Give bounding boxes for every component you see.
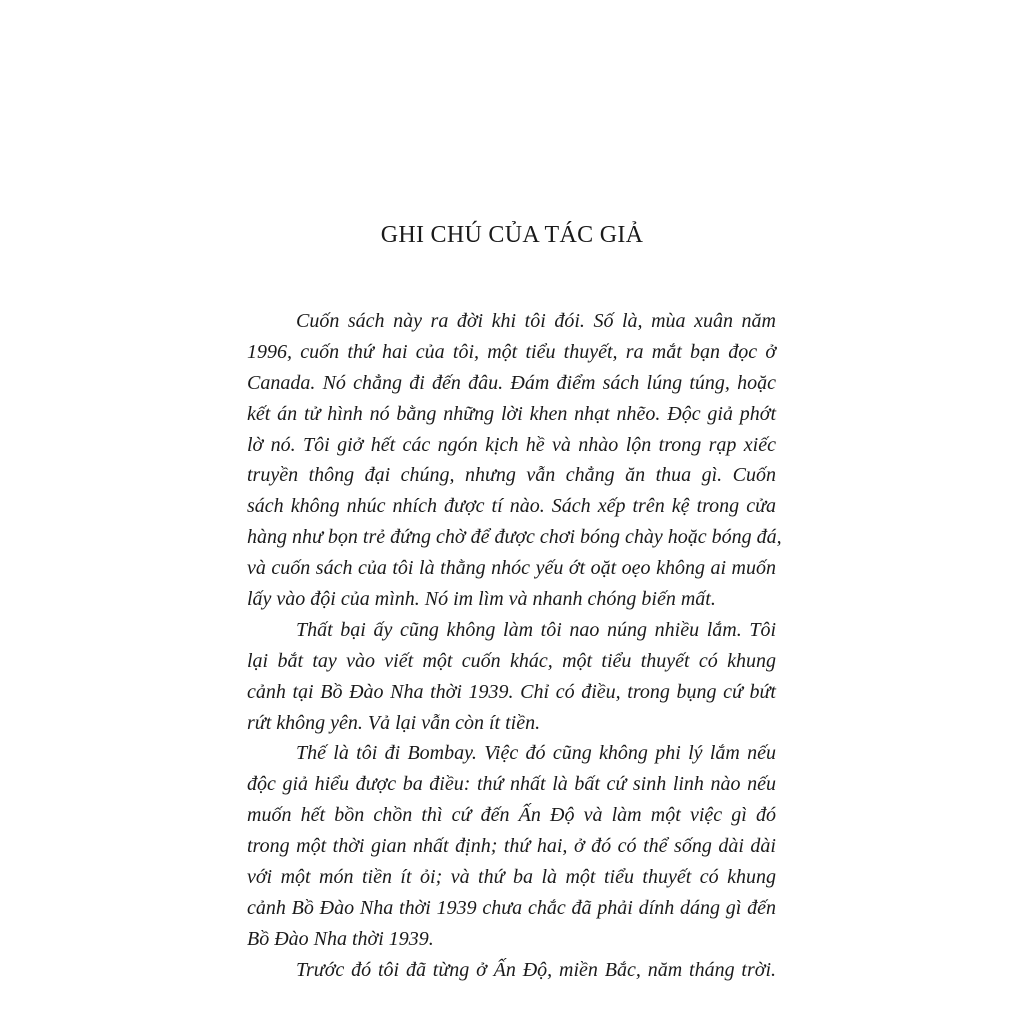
text-line: Cuốn sách này ra đời khi tôi đói. Số là, mùa xuân năm xyxy=(296,310,776,332)
text-line: 1996, cuốn thứ hai của tôi, một tiểu thuyết, ra mắt bạn đọc ở xyxy=(247,340,776,363)
text-line: cảnh Bồ Đào Nha thời 1939 chưa chắc đã phải dính dáng gì đến xyxy=(247,896,776,919)
text-line: cảnh tại Bồ Đào Nha thời 1939. Chỉ có điều, trong bụng cứ bứt xyxy=(247,680,776,703)
text-line: Trước đó tôi đã từng ở Ấn Độ, miền Bắc, năm tháng trời. xyxy=(296,958,776,981)
body-text xyxy=(247,306,782,986)
text-line: trong một thời gian nhất định; thứ hai, ở đó có thể sống dài dài xyxy=(247,835,776,858)
text-line: muốn hết bồn chồn thì cứ đến Ấn Độ và làm một việc gì đó xyxy=(247,804,776,827)
text-line: và cuốn sách của tôi là thằng nhóc yếu ớt oặt oẹo không ai muốn xyxy=(247,557,776,580)
text-line: hàng như bọn trẻ đứng chờ để được chơi bóng chày hoặc bóng đá, xyxy=(247,526,782,549)
text-line: Bồ Đào Nha thời 1939. xyxy=(247,927,434,950)
text-line: lại bắt tay vào viết một cuốn khác, một tiểu thuyết có khung xyxy=(247,649,776,672)
text-line: Thất bại ấy cũng không làm tôi nao núng nhiều lắm. Tôi xyxy=(296,618,776,641)
text-line: lờ nó. Tôi giở hết các ngón kịch hề và nhào lộn trong rạp xiếc xyxy=(247,433,776,456)
text-line: rứt không yên. Vả lại vẫn còn ít tiền. xyxy=(247,711,541,734)
page-title: GHI CHÚ CỦA TÁC GIẢ xyxy=(380,222,644,248)
text-line: độc giả hiểu được ba điều: thứ nhất là bất cứ sinh linh nào nếu xyxy=(247,773,776,796)
text-line: Canada. Nó chẳng đi đến đâu. Đám điểm sách lúng túng, hoặc xyxy=(247,371,776,394)
text-line: với một món tiền ít ỏi; và thứ ba là một tiểu thuyết có khung xyxy=(247,866,776,889)
text-line: sách không nhúc nhích được tí nào. Sách xếp trên kệ trong cửa xyxy=(247,495,776,518)
text-line: Thế là tôi đi Bombay. Việc đó cũng không phi lý lắm nếu xyxy=(296,742,776,765)
text-line: lấy vào đội của mình. Nó im lìm và nhanh chóng biến mất. xyxy=(247,588,716,611)
text-line: kết án tử hình nó bằng những lời khen nhạt nhẽo. Độc giả phớt xyxy=(247,402,776,425)
text-line: truyền thông đại chúng, nhưng vẫn chẳng ăn thua gì. Cuốn xyxy=(247,464,776,487)
